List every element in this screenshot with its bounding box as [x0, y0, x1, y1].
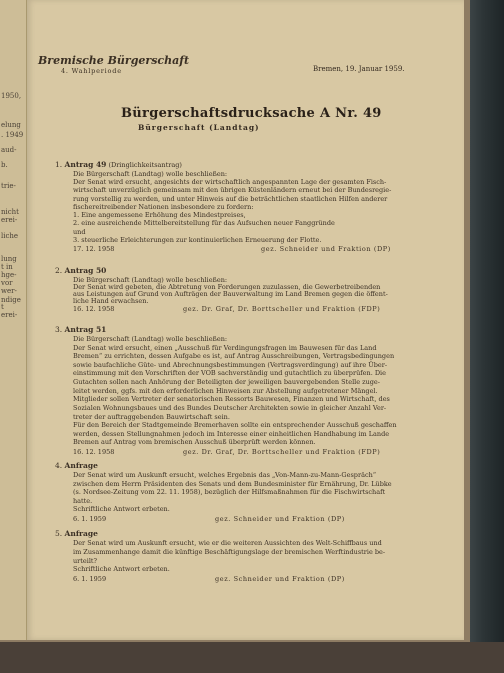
- item-text-line: Die Bürgerschaft (Landtag) wolle beschließen:: [73, 276, 228, 284]
- item-text-line: sowie baufachliche Güte- und Abrechnungsbestimmungen (Vertragsverdingung) auf ihre Über-: [73, 360, 388, 369]
- previous-page-text-fragment: nicht: [1, 208, 19, 216]
- item-text-line: Gutachten sollen nach Anhörung der Beteiligten der jeweiligen bauvergebenden Stelle zuge-: [73, 378, 380, 387]
- previous-page-text-fragment: lung: [1, 255, 17, 263]
- item-heading: [55, 267, 106, 275]
- item-signature: gez. Schneider und Fraktion (DP): [261, 245, 391, 253]
- item-text-line: Der Senat wird um Auskunft ersucht, wie er die weiteren Aussichten des Welt-Schiffbaus und: [73, 539, 382, 547]
- previous-page-text-fragment: . 1949: [1, 131, 24, 139]
- document-page: [27, 0, 464, 640]
- item-text-line: 2. eine ausreichende Mittelbereitstellung für das Aufsuchen neuer Fanggründe: [73, 219, 335, 228]
- item-note: (Dringlichkeitsantrag): [106, 161, 182, 169]
- item-text-line: und: [73, 227, 86, 236]
- item-text-line: wirtschaft unverzüglich gemeinsam mit den übrigen Küstenländern erneut bei der Bundesregie-: [73, 186, 392, 195]
- item-signature: gez. Schneider und Fraktion (DP): [215, 515, 345, 523]
- item-text-line: Die Bürgerschaft (Landtag) wolle beschließen:: [73, 170, 228, 178]
- item-date: 6. 1. 1959: [73, 515, 107, 523]
- item-text-line: urteilt?: [73, 556, 98, 565]
- item-text-line: zwischen dem Herrn Präsidenten des Senats und dem Bundesminister für Ernährung, Dr. Lübke: [73, 479, 392, 488]
- item-number: 2.: [55, 266, 65, 275]
- item-title: Anfrage: [64, 529, 98, 538]
- item-text-line: einstimmung mit den Vorschriften der VOB sachverständig und gutachtlich zu überprüfen. Die: [73, 369, 386, 378]
- item-text-line: Für den Bereich der Stadtgemeinde Bremerhaven sollte ein entsprechender Ausschuß geschaffen: [73, 421, 397, 430]
- previous-page-text-fragment: ndige: [1, 296, 21, 304]
- item-title: Antrag 49: [64, 160, 107, 169]
- item-date: 17. 12. 1958: [73, 245, 115, 253]
- item-number: 3.: [55, 325, 65, 334]
- document-date: Bremen, 19. Januar 1959.: [313, 65, 405, 73]
- item-text-line: aus Leistungen auf Grund von Aufträgen der Bauverwaltung im Land Bremen gegen die öffent-: [73, 290, 388, 298]
- item-text-line: Schriftliche Antwort erbeten.: [73, 505, 170, 514]
- previous-page-text-fragment: wer-: [1, 287, 17, 295]
- item-text-line: Der Senat wird ersucht, angesichts der wirtschaftlich angespannten Lage der gesamten Fisch-: [73, 178, 387, 187]
- item-number: 1.: [55, 160, 65, 169]
- item-heading: [55, 161, 182, 169]
- item-date: 6. 1. 1959: [73, 575, 107, 583]
- previous-page-text-fragment: t in: [1, 263, 13, 271]
- book-binding: [470, 0, 504, 642]
- item-text-line: 1. Eine angemessene Erhöhung des Mindestpreises,: [73, 211, 246, 220]
- previous-page-text-fragment: aud-: [1, 146, 17, 154]
- page-subtitle: Bürgerschaft (Landtag): [138, 123, 260, 132]
- item-text-line: fischereitreibender Nationen insbesondere zu fordern:: [73, 202, 254, 211]
- item-heading: [55, 530, 98, 538]
- parliament-name: Bremische Bürgerschaft: [38, 54, 190, 67]
- previous-page-text-fragment: vor: [1, 279, 13, 287]
- item-text-line: liche Hand erwachsen.: [73, 297, 149, 305]
- previous-page-text-fragment: t: [1, 303, 4, 311]
- item-heading: [55, 462, 98, 470]
- item-text-line: Mitglieder sollen Vertreter der senatorischen Ressorts Bauwesen, Finanzen und Wirtschaft, des: [73, 395, 390, 404]
- item-date: 16. 12. 1958: [73, 305, 115, 313]
- item-text-line: treter der auftraggebenden Bauwirtschaft sein.: [73, 412, 230, 421]
- item-text-line: Der Senat wird ersucht, einen „Ausschuß für Verdingungsfragen im Bauwesen für das Land: [73, 343, 377, 352]
- item-text-line: Die Bürgerschaft (Landtag) wolle beschließen:: [73, 335, 228, 343]
- previous-page-text-fragment: 1950,: [1, 92, 22, 100]
- item-text-line: (s. Nordsee-Zeitung vom 22. 11. 1958), bezüglich der Hilfsmaßnahmen für die Fischwirtschaft: [73, 488, 386, 497]
- item-text-line: Bremen auf Antrag vom bremischen Ausschuß überprüft werden können.: [73, 438, 316, 447]
- item-signature: gez. Dr. Graf, Dr. Borttscheller und Fraktion (FDP): [183, 448, 381, 456]
- item-text-line: Sozialen Wohnungsbaues und des Bundes Deutscher Architekten sowie in gleicher Anzahl Ver-: [73, 403, 387, 412]
- previous-page-text-fragment: b.: [1, 161, 8, 169]
- previous-page-text-fragment: liche: [1, 232, 19, 240]
- desk-background: [0, 642, 504, 673]
- previous-page-text-fragment: erei-: [1, 311, 18, 319]
- item-signature: gez. Dr. Graf, Dr. Borttscheller und Fraktion (FDP): [183, 305, 381, 313]
- page-title: Bürgerschaftsdrucksache A Nr. 49: [121, 106, 382, 121]
- item-text-line: rung vorstellig zu werden, und unter Hinweis auf die beträchtlichen staatlichen Hilfen anderer: [73, 194, 388, 203]
- item-text-line: Schriftliche Antwort erbeten.: [73, 565, 170, 574]
- item-text-line: 3. steuerliche Erleichterungen zur kontinuierlichen Erneuerung der Flotte.: [73, 235, 322, 244]
- item-title: Anfrage: [64, 461, 98, 470]
- item-title: Antrag 50: [64, 266, 107, 275]
- item-text-line: im Zusammenhange damit die künftige Beschäftigungslage der bremischen Werftindustrie be-: [73, 547, 386, 556]
- item-date: 16. 12. 1958: [73, 448, 115, 456]
- item-number: 4.: [55, 461, 65, 470]
- item-text-line: Der Senat wird gebeten, die Abtretung von Forderungen zuzulassen, die Gewerbetreibenden: [73, 283, 381, 291]
- item-heading: [55, 326, 106, 334]
- item-number: 5.: [55, 529, 65, 538]
- item-text-line: Der Senat wird um Auskunft ersucht, welches Ergebnis das „Von-Mann-zu-Mann-Gespräch“: [73, 471, 377, 479]
- legislative-period: 4. Wahlperiode: [61, 67, 122, 75]
- previous-page-text-fragment: trie-: [1, 182, 16, 190]
- previous-page-edge: [0, 0, 27, 640]
- item-title: Antrag 51: [64, 325, 107, 334]
- item-text-line: werden, dessen Stellungnahmen jedoch im Interesse einer einheitlichen Handhabung im Lande: [73, 429, 390, 438]
- previous-page-text-fragment: erei-: [1, 216, 18, 224]
- item-text-line: Bremen“ zu errichten, dessen Aufgabe es ist, auf Antrag Ausschreibungen, Vertragsbedingungen: [73, 352, 395, 361]
- previous-page-text-fragment: hge-: [1, 271, 17, 279]
- item-signature: gez. Schneider und Fraktion (DP): [215, 575, 345, 583]
- item-text-line: hatte.: [73, 496, 93, 505]
- item-text-line: leitet werden, ggfs. mit den erforderlichen Hinweisen zur Abstellung aufgetretener Mängel.: [73, 386, 378, 395]
- previous-page-text-fragment: elung: [1, 121, 21, 129]
